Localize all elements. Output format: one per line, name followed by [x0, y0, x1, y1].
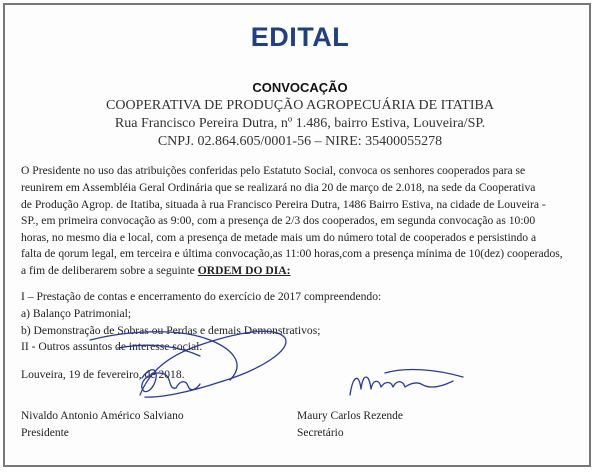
- body-last-prefix: a fim de deliberarem sobre a seguinte: [21, 264, 198, 277]
- agenda-item: a) Balanço Patrimonial;: [21, 307, 132, 320]
- edital-title: EDITAL: [250, 22, 350, 52]
- body-line: de Produção Agrop. de Itatiba, situada à rua Francisco Pereira Dutra, 1486 Bairro Estiva, na cidade de Louveira -: [21, 198, 546, 211]
- agenda-item: II - Outros assuntos de interesse social.: [21, 340, 203, 353]
- agenda-item: b) Demonstração de Sobras ou Perdas e demais Demonstrativos;: [21, 324, 321, 337]
- president-signature: [60, 300, 290, 410]
- secretary-name: Maury Carlos Rezende: [297, 410, 404, 422]
- secretary-role: Secretário: [297, 427, 344, 439]
- secretary-signature: [345, 365, 475, 405]
- body-line: O Presidente no uso das atribuições conferidas pelo Estatuto Social, convoca os senhores cooperados para se: [21, 164, 526, 177]
- ordem-do-dia: ORDEM DO DIA:: [197, 264, 291, 277]
- president-name: Nivaldo Antonio Américo Salviano: [21, 410, 184, 422]
- organization-ids: CNPJ. 02.864.605/0001-56 – NIRE: 35400055278: [157, 134, 443, 149]
- agenda-item: I – Prestação de contas e encerramento do exercício de 2017 compreendendo:: [21, 290, 382, 303]
- organization-address: Rua Francisco Pereira Dutra, nº 1.486, bairro Estiva, Louveira/SP.: [114, 116, 486, 131]
- convocacao-heading: CONVOCAÇÃO: [252, 80, 348, 95]
- body-line-last: [21, 264, 586, 277]
- president-role: Presidente: [21, 427, 69, 439]
- body-line: SP., em primeira convocação as 9:00, com a presença de 2/3 dos cooperados, em segunda convocação as 10:00: [21, 214, 536, 227]
- body-line: reunirem em Assembléia Geral Ordinária que se realizará no dia 20 de março de 2.018, na sede da Cooperativa: [21, 181, 536, 194]
- place-date: Louveira, 19 de fevereiro, de 2018.: [21, 368, 185, 381]
- body-line: falta de qorum legal, em terceira e última convocação,as 11:00 horas,com a presença mínima de 10(dez) cooperados,: [21, 247, 563, 260]
- body-line: horas, no mesmo dia e local, com a presença de metade mais um do número total de cooperados e persistindo a: [21, 231, 537, 244]
- organization-name: COOPERATIVA DE PRODUÇÃO AGROPECUÁRIA DE ITATIBA: [106, 98, 494, 113]
